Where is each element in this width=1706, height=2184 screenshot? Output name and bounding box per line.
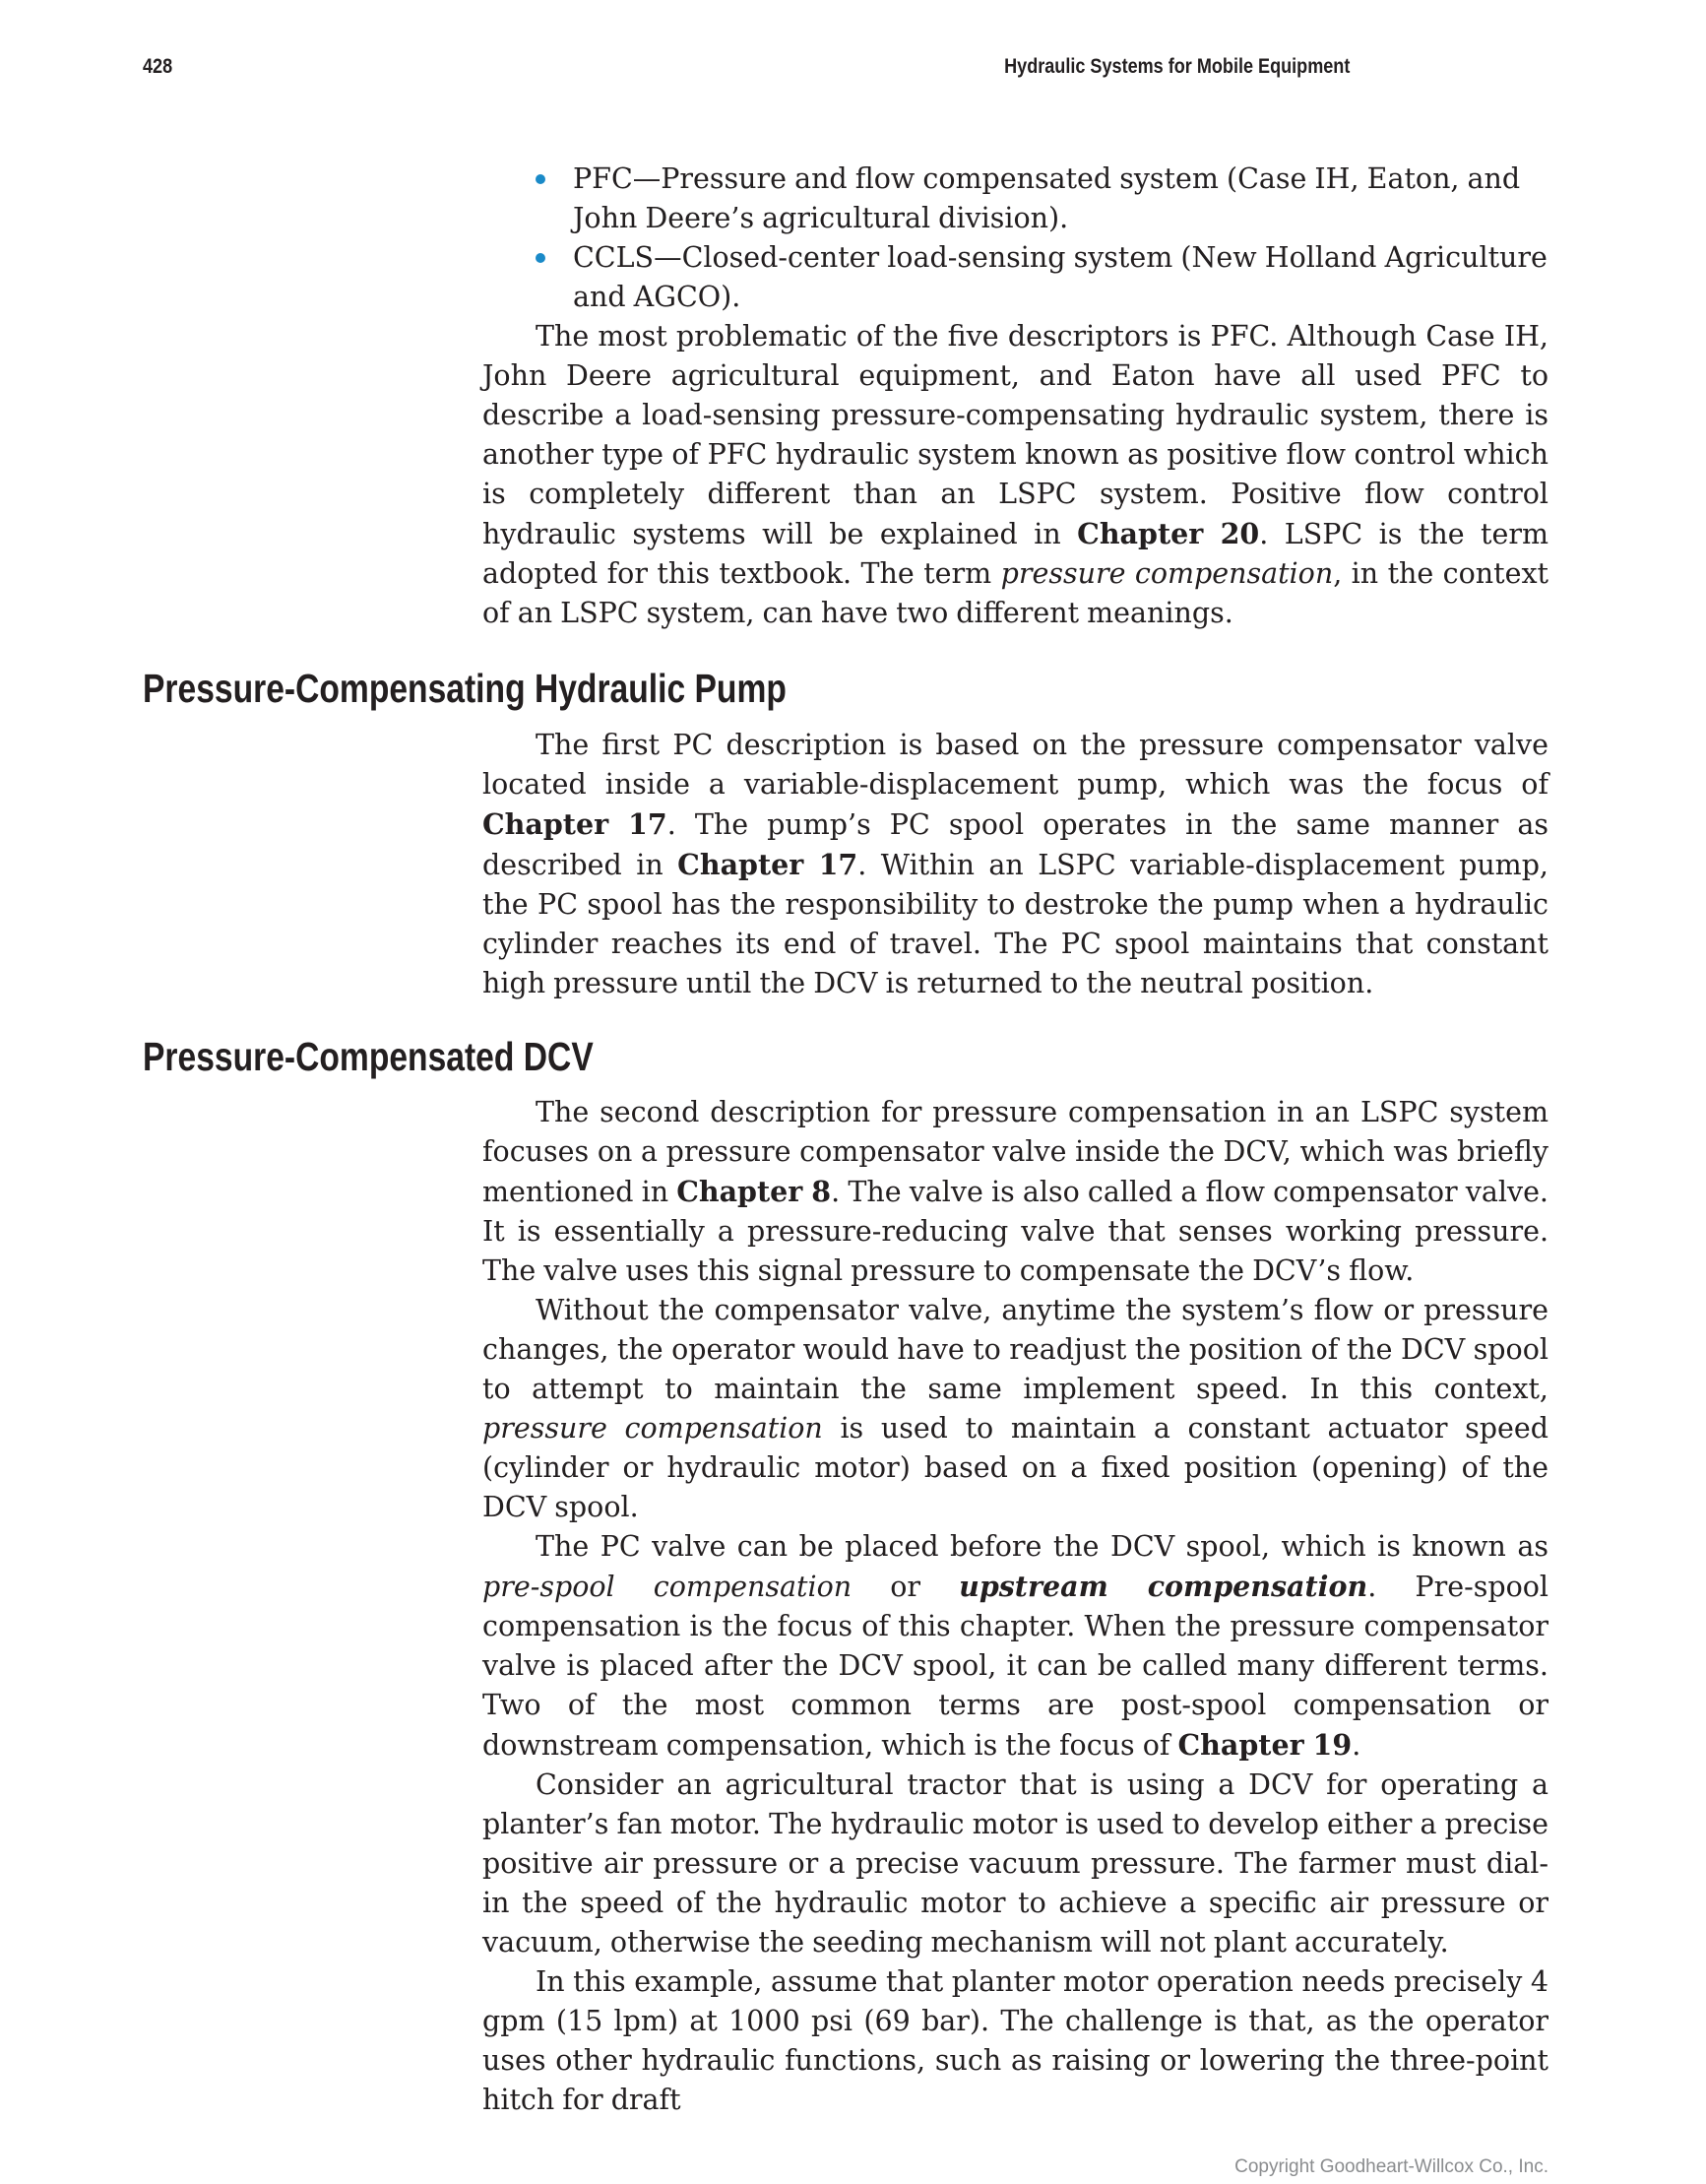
section-heading: Pressure-Compensating Hydraulic Pump [143, 666, 787, 711]
running-header [143, 55, 1350, 87]
bullet-icon [536, 174, 545, 184]
bullet-list [482, 160, 1548, 317]
body-paragraph: The most problematic of the five descriptors is PFC. Although Case IH, John Deere agricultural equipment, and Eaton have all used PFC to describe a load-sensing pressure-compensating hydraulic system, there is another type of PFC hydraulic system known as positive flow control which is completely different than an LSPC system. Positive flow control hydraulic systems will be explained in Chapter 20. LSPC is the term adopted for this textbook. The term pressure compensation, in the context of an LSPC system, can have two different meanings. [482, 320, 1549, 629]
running-title: Hydraulic Systems for Mobile Equipment [1004, 55, 1351, 78]
chapter-reference: Chapter 17 [482, 807, 667, 841]
bullet-text: PFC—Pressure and flow compensated system (Case IH, Eaton, and John Deere’s agricultural division). [573, 162, 1521, 234]
body-paragraph: The PC valve can be placed before the DCV spool, which is known as pre-spool compensation or upstream compensation. Pre-spool compensation is the focus of this chapter. When the pressure compensator valve is placed after the DCV spool, it can be called many different terms. Two of the most common terms are post-spool compensation or downstream compensation, which is the focus of Chapter 19. [482, 1530, 1548, 1762]
chapter-reference: Chapter 17 [677, 848, 858, 881]
chapter-reference: Chapter 8 [676, 1175, 832, 1208]
body-paragraph: The second description for pressure compensation in an LSPC system focuses on a pressure compensator valve inside the DCV, which was briefly mentioned in Chapter 8. The valve is also called a flow compensator valve. It is essentially a pressure-reducing valve that senses working pressure. The valve uses this signal pressure to compensate the DCV’s flow. [482, 1096, 1548, 1287]
bullet-icon [536, 253, 545, 263]
key-term: pre-spool compensation [482, 1571, 853, 1603]
key-term-bold: upstream compensation [959, 1570, 1368, 1603]
body-paragraph: Consider an agricultural tractor that is using a DCV for operating a planter’s fan motor. The hydraulic motor is used to develop either a precise positive air pressure or a precise vacuum pressure. The farmer must dial-in the speed of the hydraulic motor to achieve a specific air pressure or vacuum, otherwise the seeding mechanism will not plant accurately. [482, 1768, 1548, 1959]
intro-column [482, 160, 1548, 633]
body-paragraph: The first PC description is based on the pressure compensator valve located inside a variable-displacement pump, which was the focus of Chapter 17. The pump’s PC spool operates in the same manner as described in Chapter 17. Within an LSPC variable-displacement pump, the PC spool has the responsibility to destroke the pump when a hydraulic cylinder reaches its end of travel. The PC spool maintains that constant high pressure until the DCV is returned to the neutral position. [482, 729, 1548, 999]
chapter-reference: Chapter 20 [1077, 517, 1260, 550]
copyright-notice: Copyright Goodheart-Willcox Co., Inc. [1234, 2156, 1548, 2177]
key-term: pressure compensation [1000, 557, 1334, 590]
page-number: 428 [143, 55, 173, 78]
section-2-column [482, 1093, 1548, 2120]
list-item [482, 238, 1548, 317]
section-heading: Pressure-Compensated DCV [143, 1034, 594, 1079]
section-1-column [482, 726, 1548, 1003]
chapter-reference: Chapter 19 [1177, 1728, 1353, 1762]
list-item [482, 160, 1548, 238]
body-paragraph: Without the compensator valve, anytime the system’s flow or pressure changes, the operator would have to readjust the position of the DCV spool to attempt to maintain the same implement speed. In this context, pressure compensation is used to maintain a constant actuator speed (cylinder or hydraulic motor) based on a fixed position (opening) of the DCV spool. [482, 1294, 1549, 1523]
body-paragraph: In this example, assume that planter motor operation needs precisely 4 gpm (15 lpm) at 1000 psi (69 bar). The challenge is that, as the operator uses other hydraulic functions, such as raising or lowering the three-point hitch for draft [482, 1965, 1548, 2116]
bullet-text: CCLS—Closed-center load-sensing system (New Holland Agriculture and AGCO). [573, 241, 1548, 313]
key-term: pressure compensation [482, 1412, 823, 1445]
